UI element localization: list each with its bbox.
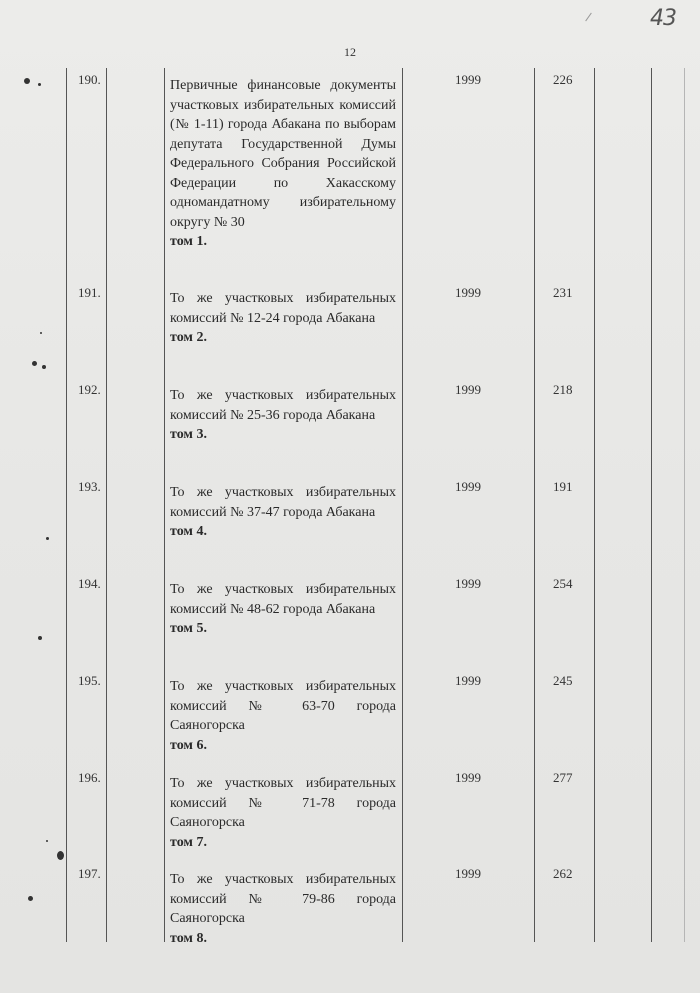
row-year: 1999 [455, 866, 481, 881]
row-description [170, 774, 396, 852]
row-description-text: То же участковых избирательных комиссий № 79-86 города Саяногорска [170, 872, 396, 926]
row-description [170, 76, 396, 252]
page-number: 12 [344, 45, 356, 59]
row-year: 1999 [455, 770, 481, 785]
row-description-text: Первичные финансовые документы участковых избирательных комиссий (№ 1-11) города Абакана по выборам депутата Государственной Думы Федерального Собрания Российской Федерации по Хакасскому одномандатному избирательному округу № 30 [170, 78, 396, 230]
row-description [170, 677, 396, 755]
row-sheet-count: 262 [553, 866, 573, 881]
row-description [170, 386, 396, 445]
pencil-mark [585, 13, 592, 22]
row-sheet-count: 218 [553, 382, 573, 397]
row-number: 196. [78, 770, 101, 785]
scan-speck [28, 896, 33, 901]
row-number: 194. [78, 576, 101, 591]
scan-speck [24, 78, 30, 84]
column-border-4 [402, 68, 403, 942]
row-volume: том 5. [170, 621, 207, 636]
scan-speck [32, 361, 37, 366]
row-description [170, 289, 396, 348]
row-sheet-count: 277 [553, 770, 573, 785]
scan-speck [46, 840, 48, 842]
row-sheet-count: 254 [553, 576, 573, 591]
scan-speck [57, 851, 64, 860]
row-description [170, 580, 396, 639]
scan-speck [46, 537, 49, 540]
column-border-2 [106, 68, 107, 942]
row-number: 191. [78, 285, 101, 300]
row-number: 192. [78, 382, 101, 397]
scan-speck [38, 83, 41, 86]
row-year: 1999 [455, 72, 481, 87]
row-volume: том 8. [170, 930, 207, 946]
row-description-text: То же участковых избирательных комиссий № 12-24 города Абакана [170, 291, 396, 326]
column-border-1 [66, 68, 67, 942]
row-year: 1999 [455, 382, 481, 397]
row-sheet-count: 226 [553, 72, 573, 87]
row-sheet-count: 245 [553, 673, 573, 688]
row-year: 1999 [455, 285, 481, 300]
row-volume: том 2. [170, 330, 207, 345]
row-description [170, 483, 396, 542]
row-volume: том 7. [170, 834, 207, 850]
row-year: 1999 [455, 479, 481, 494]
row-volume: том 4. [170, 524, 207, 539]
page-edge-line [684, 68, 685, 942]
row-description-text: То же участковых избирательных комиссий № 25-36 города Абакана [170, 388, 396, 423]
row-year: 1999 [455, 576, 481, 591]
row-description-text: То же участковых избирательных комиссий № 48-62 города Абакана [170, 582, 396, 617]
row-number: 193. [78, 479, 101, 494]
row-volume: том 3. [170, 427, 207, 442]
row-sheet-count: 231 [553, 285, 573, 300]
column-border-5 [534, 68, 535, 942]
row-number: 195. [78, 673, 101, 688]
scan-speck [40, 332, 42, 334]
row-description-text: То же участковых избирательных комиссий № 37-47 города Абакана [170, 485, 396, 520]
row-description-text: То же участковых избирательных комиссий № 63-70 города Саяногорска [170, 679, 396, 733]
row-year: 1999 [455, 673, 481, 688]
column-border-6 [594, 68, 595, 942]
row-volume: том 1. [170, 234, 207, 249]
row-number: 197. [78, 866, 101, 881]
row-number: 190. [78, 72, 101, 87]
scan-speck [38, 636, 42, 640]
row-description-text: То же участковых избирательных комиссий № 71-78 города Саяногорска [170, 776, 396, 830]
row-description [170, 870, 396, 948]
column-border-3 [164, 68, 165, 942]
scan-speck [42, 365, 46, 369]
handwritten-sheet-number: 43 [650, 6, 676, 31]
row-sheet-count: 191 [553, 479, 573, 494]
row-volume: том 6. [170, 737, 207, 753]
column-border-7 [651, 68, 652, 942]
